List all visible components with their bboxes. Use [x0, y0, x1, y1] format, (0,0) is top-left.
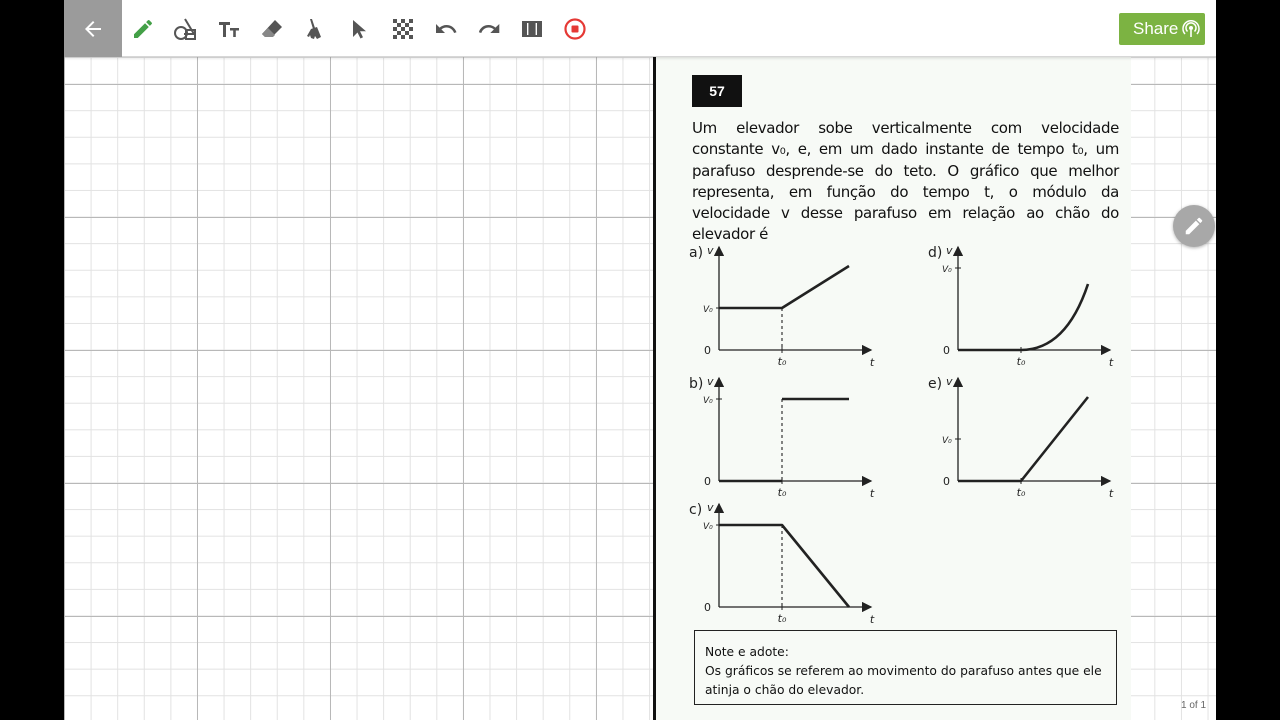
- broom-icon: [302, 17, 326, 41]
- text-icon: [217, 17, 241, 41]
- note-box: [694, 630, 1117, 705]
- back-button[interactable]: [64, 0, 122, 57]
- curve: [719, 525, 849, 607]
- option-label: b): [689, 376, 704, 392]
- pencil-tool-button[interactable]: [127, 13, 159, 45]
- t0-label: t₀: [1016, 486, 1026, 499]
- shapes-tool-button[interactable]: [169, 13, 201, 45]
- broom-tool-button[interactable]: [298, 13, 330, 45]
- share-label: Share: [1133, 19, 1179, 38]
- pointer-icon: [347, 17, 371, 41]
- graph-e[interactable]: [928, 375, 1114, 500]
- edit-fab-button[interactable]: [1173, 205, 1215, 247]
- record-button[interactable]: [559, 13, 591, 45]
- columns-icon: [520, 17, 544, 41]
- v-axis-label: v: [946, 244, 953, 257]
- v0-label: V₀: [703, 522, 713, 532]
- option-label: e): [928, 376, 943, 392]
- toolbar: [64, 0, 1216, 57]
- pencil-icon: [1183, 215, 1205, 237]
- text-tool-button[interactable]: [213, 13, 245, 45]
- question-text: Um elevador sobe verticalmente com velocidade constante v₀, e, em um dado instante de tempo t₀, um parafuso desprende-se do teto. O gráfico que melhor representa, em função do tempo t, o módulo da velocidade v desse parafuso em relação ao chão do elevador é: [692, 119, 1119, 244]
- option-label: c): [689, 502, 703, 518]
- curve: [719, 266, 849, 308]
- zero-label: 0: [943, 475, 950, 488]
- zero-label: 0: [704, 601, 711, 614]
- select-tool-button[interactable]: [343, 13, 375, 45]
- checkerboard-icon: [392, 18, 414, 40]
- v0-label: V₀: [703, 305, 713, 315]
- note-body: Os gráficos se referem ao movimento do parafuso antes que ele atinja o chão do elevador.: [705, 664, 1102, 697]
- page-indicator: 1 of 1: [1181, 700, 1207, 711]
- option-label: a): [689, 245, 704, 261]
- redo-icon: [477, 17, 501, 41]
- whiteboard-app: [64, 0, 1216, 720]
- t-axis-label: t: [869, 487, 875, 500]
- question-number: 57: [692, 75, 742, 107]
- record-icon: [563, 17, 587, 41]
- note-title: Note e adote:: [705, 645, 789, 659]
- graph-c[interactable]: [689, 501, 875, 626]
- pencil-icon: [131, 17, 155, 41]
- t-axis-label: t: [1108, 487, 1114, 500]
- graph-b[interactable]: [689, 375, 875, 500]
- t0-label: t₀: [777, 612, 787, 625]
- share-button[interactable]: [1119, 13, 1205, 45]
- zero-label: 0: [704, 475, 711, 488]
- shapes-icon: [172, 16, 198, 42]
- pages-button[interactable]: [516, 13, 548, 45]
- t0-label: t₀: [777, 486, 787, 499]
- v-axis-label: v: [946, 375, 953, 388]
- v0-label: V₀: [703, 396, 713, 406]
- zero-label: 0: [943, 344, 950, 357]
- t-axis-label: t: [869, 613, 875, 626]
- eraser-tool-button[interactable]: [256, 13, 288, 45]
- v0-label: V₀: [942, 265, 952, 275]
- undo-icon: [434, 17, 458, 41]
- broadcast-icon: [1182, 20, 1200, 38]
- imported-document: [653, 57, 1131, 720]
- back-arrow-icon: [81, 17, 105, 41]
- background-tool-button[interactable]: [387, 13, 419, 45]
- t0-label: t₀: [1016, 355, 1026, 368]
- v-axis-label: v: [707, 375, 714, 388]
- redo-button[interactable]: [473, 13, 505, 45]
- eraser-icon: [260, 17, 284, 41]
- zero-label: 0: [704, 344, 711, 357]
- t-axis-label: t: [869, 356, 875, 369]
- v0-label: V₀: [942, 436, 952, 446]
- undo-button[interactable]: [430, 13, 462, 45]
- graph-a[interactable]: [689, 244, 875, 369]
- option-label: d): [928, 245, 943, 261]
- graph-d[interactable]: [928, 244, 1114, 369]
- curve: [958, 284, 1088, 350]
- t0-label: t₀: [777, 355, 787, 368]
- t-axis-label: t: [1108, 356, 1114, 369]
- answer-graphs: [686, 237, 1131, 627]
- curve: [958, 397, 1088, 481]
- v-axis-label: v: [707, 501, 714, 514]
- v-axis-label: v: [707, 244, 714, 257]
